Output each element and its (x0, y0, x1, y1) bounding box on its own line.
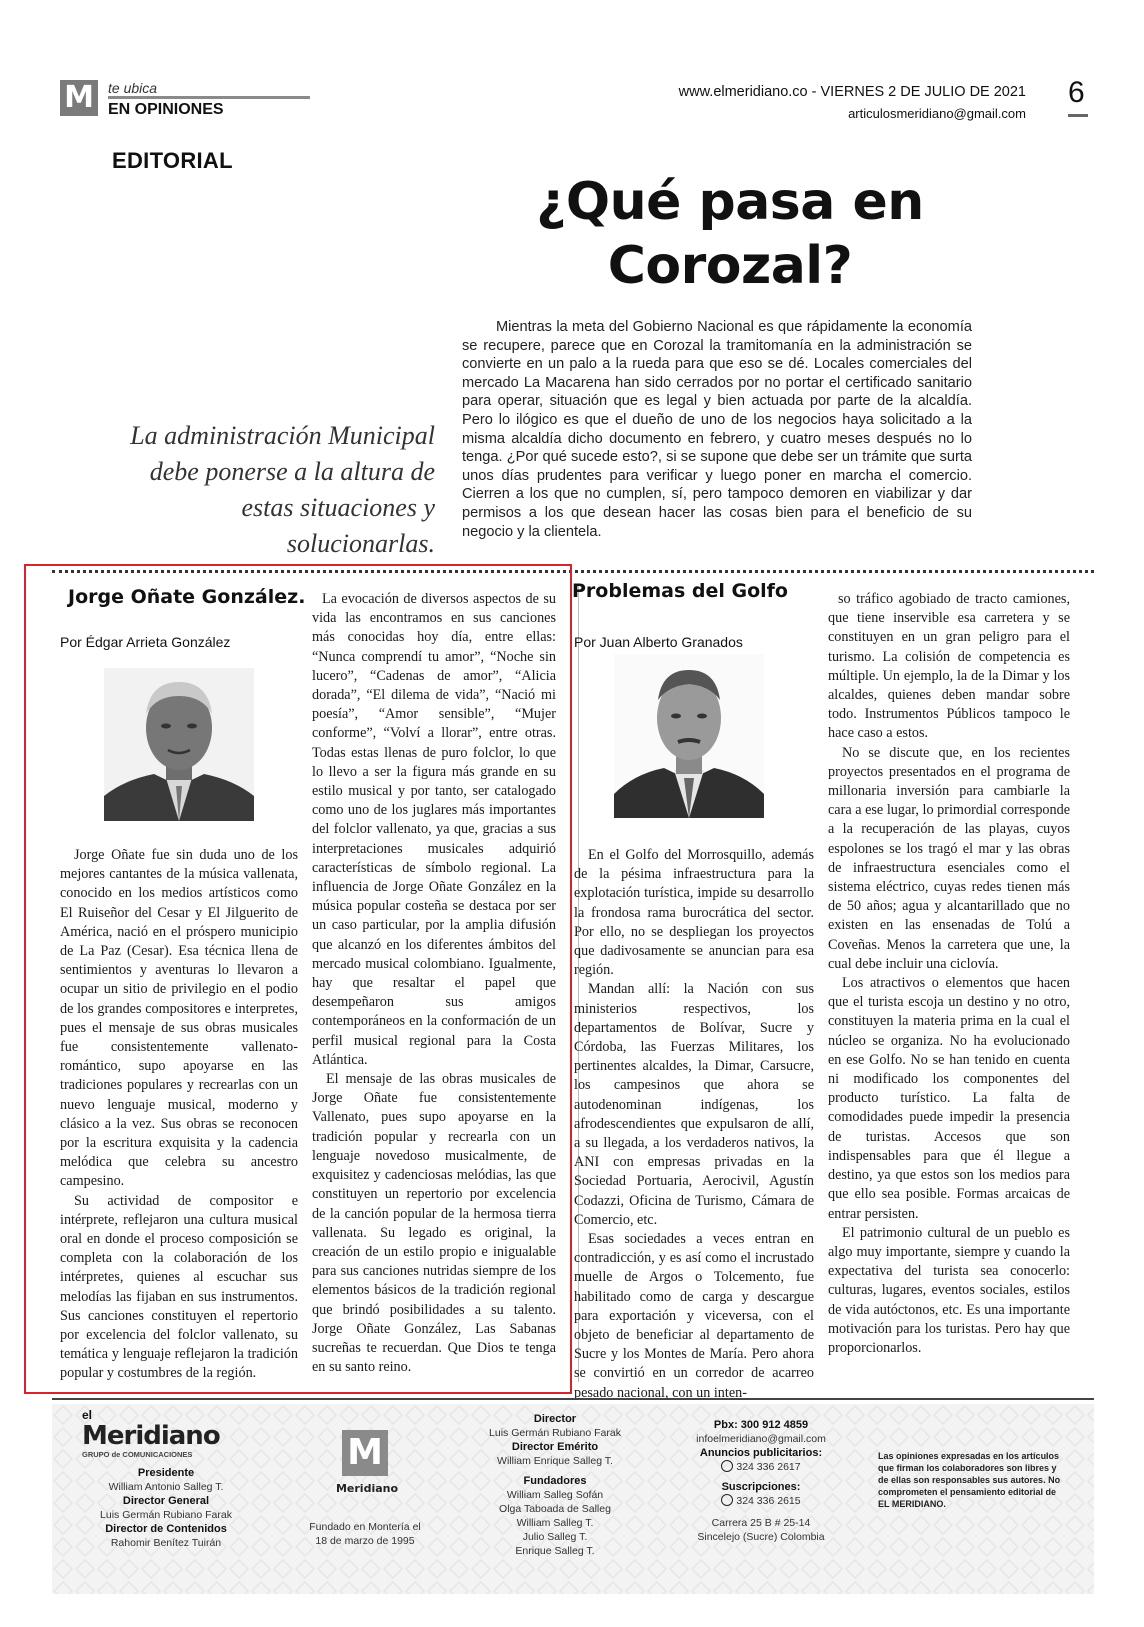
article1-paragraph: Jorge Oñate fue sin duda uno de los mejores cantantes de la música vallenata, conocido en los medios artísticos como El Ruiseñor del Cesar y El Jilguerito de América, nació en el próspero municipio de La Paz (Cesar). Esa técnica llena de sentimientos y aventuras lo llevaron a ocupar un sitio de privilegio en el podio de los grandes compositores e interpretes, pues el mensaje de sus obras musicales fue consistentemente vallenato-romántico, supo apoyarse en las tradiciones populares y recrearlas con un nuevo lenguaje musical, moderno y clásico a la vez. Sus obras se reconocen por la escritura exquisita y la cadencia melódica que celebra su ancestro campesino. (60, 847, 298, 1190)
info-email[interactable]: infoelmeridiano@gmail.com (696, 1433, 826, 1445)
article2-paragraph: No se discute que, en los recientes proyectos presentados en el programa de millonaria inversión para cambiarle la cara a ese lugar, lo primordial corresponde a la recuperación de las playas, cuyos espolones se los tragó el mar y las obras de infraestructura esenciales como el sistema eléctrico, cuyas redes tienen más de 50 años; agua y alcantarillado que no existen en las ensenadas de Tolú a Coveñas. Menos la carretera que une, la cual debe incluir una ciclovía. (828, 744, 1070, 972)
fundador-item: William Salleg T. (516, 1517, 594, 1529)
director-general-label: Director General (122, 1495, 210, 1507)
article1-paragraph: Su actividad de compositor e intérprete, reflejaron una cultura musical oral en donde el proceso composición se completa con la colaboración de los intérpretes, quienes al escuchar sus melodías las fijaban en sus instrumentos. Sus canciones constituyen el repertorio por excelencia del folclor vallenato, su temática y lenguaje reflejaron la tradición popular y costumbres de la región. (60, 1192, 298, 1382)
article1-paragraph: La evocación de diversos aspectos de su vida las encontramos en sus canciones más conocidas hoy día, entre ellas: “Nunca comprendí tu amor”, “Noche sin lucero”, “Cadenas de amor”, “Alicia dorada”, “El dilema de vida”, “Nació mi poesía”, “Amor sensible”, “Mujer conforme”, “Volví a llorar”, entre otras. Todas estas llenas de puro folclor, lo que lo llevo a ser la figura más grande en su estilo musical y por tanto, ser catalogado como uno de los juglares más importantes del folclor vallenato, ya que, gracias a sus interpretaciones musicales adquirió características de símbolo regional. La influencia de Jorge Oñate González en la música popular costeña se destaca por ser un caso particular, por la amplia difusión que alcanzó en los diferentes ámbitos del mercado musical colombiano. Igualmente, hay que resaltar el papel que desempeñaron sus amigos contemporáneos en la conformación de un perfil musical regional para la Costa Atlántica. (312, 591, 556, 1068)
editorial-body: Mientras la meta del Gobierno Nacional es que rápidamente la economía se recupere, parece que en Corozal la tramitomanía en la administración se convierte en un palo a la rueda para que eso se dé. Locales comerciales del mercado La Macarena han sido cerrados por no portar el certificado sanitario para operar, situación que es legal y bien actuada por parte de la alcaldía. Pero lo ilógico es que el dueño de uno de los negocios haya solicitado a la misma alcaldía dicho documento en febrero, y cuatro meses después no lo tenga. ¿Por qué sucede esto?, si se supone que debe ser un trámite que surta unos días prudentes para verificar y luego poner en marcha el comercio. Cierren a los que no cumplen, sí, pero tampoco demoren en viabilizar y dar permisos a los que desean hacer las cosas bien para el beneficio de su negocio y la clientela. (462, 319, 972, 540)
address-line-2: Sincelejo (Sucre) Colombia (697, 1531, 825, 1543)
portrait-image (104, 668, 254, 821)
headline-line-1: ¿Qué pasa en (536, 172, 924, 232)
director-name: Luis Germán Rubiano Farak (489, 1427, 621, 1439)
presidente-name: William Antonio Salleg T. (108, 1481, 224, 1493)
whatsapp-icon (721, 1460, 733, 1472)
site-and-date[interactable]: www.elmeridiano.co - VIERNES 2 DE JULIO DE 2021 (678, 84, 1026, 100)
contact-email[interactable]: articulosmeridiano@gmail.com (848, 106, 1026, 121)
director-label: Director (533, 1413, 577, 1425)
author-photo-2 (614, 654, 764, 818)
article2-paragraph: so tráfico agobiado de tracto camiones, que tiene inservible esa carretera y se constituyen en un gran peligro para el turismo. La colisión de competencia es múltiple. Un ejemplo, la de la Dimar y los alcaldes, quienes deben mandar sobre todo. Instrumentos Públicos tampoco le hace caso a estos. (828, 591, 1070, 742)
director-emerito-label: Director Emérito (511, 1441, 599, 1453)
fundador-item: Julio Salleg T. (522, 1531, 588, 1543)
portrait-image (614, 654, 764, 818)
meridiano-logo-name: Meridiano (335, 1482, 399, 1495)
editorial-headline (480, 170, 980, 298)
article2-byline: Por Juan Alberto Granados (574, 634, 743, 650)
article2-paragraph: Esas sociedades a veces entran en contradicción, y es así como el incrustado muelle de Argos o Tolcemento, fue habilitado como de carga y descargue para exportación y viceversa, con el objeto de beneficiar al departamento de Sucre y los Montes de María. Pero ahora se convirtió en un corredor de acarreo pesado nacional, con un inten- (574, 1231, 814, 1401)
headline-line-2: Corozal? (607, 236, 853, 296)
footer-management (76, 1466, 256, 1550)
page-number-rule (1068, 114, 1088, 117)
footer-brand (82, 1408, 242, 1459)
founded-note: Fundado en Montería el 18 de marzo de 1995 (309, 1521, 421, 1547)
article2-paragraph: Mandan allí: la Nación con sus ministerios respectivos, los departamentos de Bolívar, Sucre y Córdoba, las Fuerzas Militares, los pertinentes alcaldes, la Dimar, Carsucre, los campesinos que ahora se autodenominan indígenas, los afrodescendientes que expulsaron de allí, a su llegada, a los verdaderos nativos, la ANI con empresas privadas en la Sociedad Portuaria, Aerocivil, Agustín Codazzi, Oficina de Turismo, Cámara de Comercio, etc. (574, 981, 814, 1228)
page-number: 6 (1068, 76, 1085, 109)
tagline-rule (108, 96, 310, 99)
suscripciones-phone[interactable]: 324 336 2615 (736, 1495, 801, 1507)
brand-prefix: el (82, 1408, 93, 1422)
newspaper-logo: M (60, 80, 98, 116)
director-contenidos-name: Rahomir Benítez Tuirán (110, 1537, 222, 1549)
article1-title: Jorge Oñate González. (68, 586, 306, 608)
brand-name: Meridiano (82, 1421, 220, 1451)
article1-column-1 (60, 846, 298, 1384)
disclaimer: Las opiniones expresadas en los artículos que firman los colaboradores son libres y de ellas son responsables sus autores. No comprometen el pensamiento editorial de EL MERIDIANO. (878, 1451, 1061, 1509)
article2-paragraph: El patrimonio cultural de un pueblo es algo muy importante, siempre y cuando la expectativa del turista sea conocerlo: culturas, lugares, eventos sociales, estilos de vida autóctonos, etc. Es una importante motivación para los turistas. Pero hay que proporcionarlos. (828, 1224, 1070, 1356)
article2-column-2 (828, 590, 1070, 1358)
tagline-section: EN OPINIONES (108, 101, 224, 118)
whatsapp-icon (721, 1494, 733, 1506)
fundador-item: William Salleg Sofán (506, 1489, 604, 1501)
presidente-label: Presidente (137, 1467, 195, 1479)
footer-separator (52, 1398, 1094, 1400)
footer-contact (676, 1418, 846, 1544)
article2-paragraph: Los atractivos o elementos que hacen que el turista escoja un destino y no otro, constituyen la materia prima en la cual el núcleo se organiza. No ha evolucionado en ese Golfo. No se han tenido en cuenta ni modificado los componentes del producto turístico. La falta de comodidades puede impedir la presencia de turistas. Accesos que son indispensables para que él llegue a destino, ya que estos son los medios para que ello sea posible. Formas arcaicas de entrar persisten. (828, 975, 1070, 1222)
article2-paragraph: En el Golfo del Morrosquillo, además de la pésima infraestructura para la explotación turística, impide su desarrollo la frondosa rama burocrática del sector. Por ello, no se despliegan los proyectos que dadivosamente se anuncian para esa región. (574, 847, 814, 979)
article1-paragraph: El mensaje de las obras musicales de Jorge Oñate fue consistentemente Vallenato, pues supo apoyarse en la tradición popular y recrearla con un lenguaje novedoso musicalmente, de exquisitez y cadenciosas melódias, las que constituyen un repertorio por excelencia de la canción popular de la hermosa tierra vallenata. Su legado es original, la creación de un estilo propio e inigualable para sus canciones nutridas siempre de los elementos básicos de la tradición regional que brindó posibilidades a su talento. Jorge Oñate González, Las Sabanas sucreñas te recuerdan. Que Dios te tenga en su santo reino. (312, 1071, 556, 1376)
article1-column-2 (312, 590, 556, 1377)
director-contenidos-label: Director de Contenidos (105, 1523, 227, 1535)
director-general-name: Luis Germán Rubiano Farak (100, 1509, 232, 1521)
anuncios-label: Anuncios publicitarios: (699, 1447, 823, 1459)
fundadores-label: Fundadores (523, 1475, 587, 1487)
brand-subtitle: GRUPO de COMUNICACIONES (82, 1450, 193, 1459)
suscripciones-label: Suscripciones: (721, 1481, 801, 1493)
director-emerito-name: William Enrique Salleg T. (497, 1455, 613, 1467)
fundador-item: Enrique Salleg T. (515, 1545, 595, 1557)
anuncios-phone[interactable]: 324 336 2617 (736, 1461, 801, 1473)
section-label: EDITORIAL (112, 148, 233, 173)
pull-quote: La administración Municipal debe ponerse a la altura de estas situaciones y solucionarlas. (130, 421, 435, 558)
fundador-item: Olga Taboada de Salleg (499, 1503, 611, 1515)
footer-directors (480, 1412, 630, 1558)
address-line-1: Carrera 25 B # 25-14 (711, 1517, 811, 1529)
tagline-small: te ubica (108, 80, 158, 96)
pbx[interactable]: Pbx: 300 912 4859 (713, 1419, 809, 1431)
article1-byline: Por Édgar Arrieta González (60, 634, 231, 650)
meridiano-logo-icon: M (342, 1430, 388, 1476)
article2-column-1 (574, 846, 814, 1403)
author-photo-1 (104, 668, 254, 821)
article2-title: Problemas del Golfo (572, 580, 788, 602)
